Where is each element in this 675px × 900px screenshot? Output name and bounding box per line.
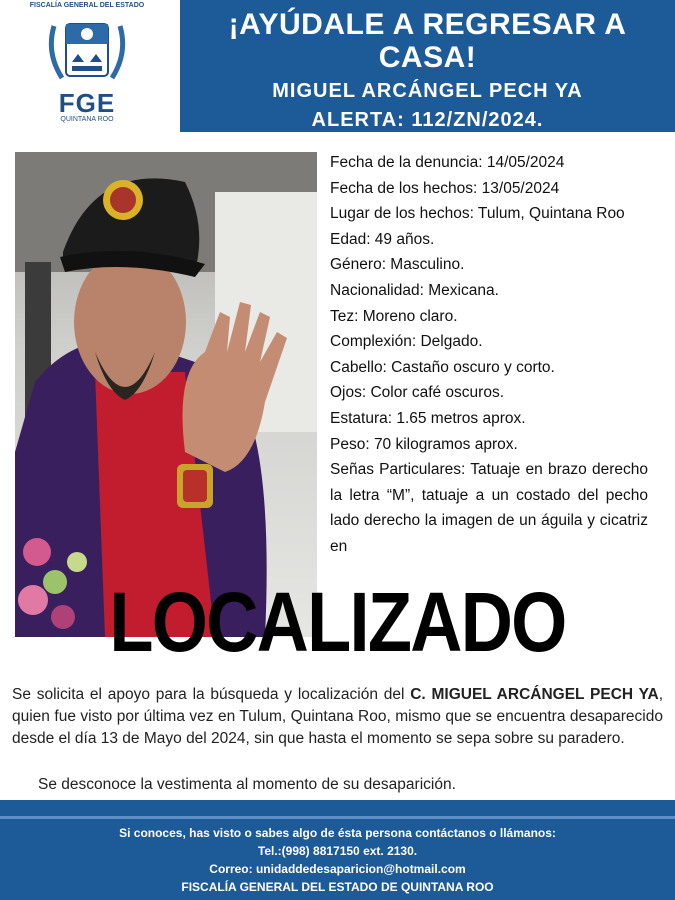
phone-number: Tel.:(998) 8817150 ext. 2130. (257, 844, 418, 858)
hair: Cabello: Castaño oscuro y corto. (330, 358, 555, 376)
header-banner (180, 0, 675, 132)
state-seal-icon (44, 18, 130, 88)
height: Estatura: 1.65 metros aprox. (330, 409, 526, 427)
desc-start: Se solicita el apoyo para la búsqueda y localización del (12, 686, 411, 703)
logo-bottom-text: QUINTANA ROO (60, 116, 114, 123)
event-date: Fecha de los hechos: 13/05/2024 (330, 179, 560, 197)
weight: Peso: 70 kilogramos aprox. (330, 435, 518, 453)
desc-person-name: C. MIGUEL ARCÁNGEL PECH YA (410, 686, 659, 703)
located-stamp: LOCALIZADO (109, 575, 566, 669)
event-place: Lugar de los hechos: Tulum, Quintana Roo (330, 205, 625, 223)
clothing-note: Se desconoce la vestimenta al momento de su desaparición. (38, 776, 456, 793)
eyes: Ojos: Color café oscuros. (330, 384, 505, 402)
report-date: Fecha de la denuncia: 14/05/2024 (330, 154, 565, 171)
logo-top-text: FISCALÍA GENERAL DEL ESTADO (29, 2, 145, 9)
search-request-paragraph (12, 684, 663, 750)
fge-abbreviation: FGE (58, 88, 116, 118)
build: Complexión: Delgado. (330, 333, 483, 351)
fge-logo (22, 0, 152, 130)
contact-prompt: Si conoces, has visto o sabes algo de ésta persona contáctanos o llámanos: (119, 826, 556, 840)
nationality: Nacionalidad: Mexicana. (330, 281, 499, 299)
gender: Género: Masculino. (330, 256, 465, 274)
person-photo (15, 152, 317, 637)
headline: ¡AYÚDALE A REGRESAR A CASA! (228, 8, 627, 74)
contact-email: Correo: unidaddedesaparicion@hotmail.com (209, 862, 466, 876)
age: Edad: 49 años. (330, 230, 435, 248)
person-name: MIGUEL ARCÁNGEL PECH YA (272, 80, 583, 102)
skin-tone: Tez: Moreno claro. (330, 307, 458, 325)
contact-footer (0, 800, 675, 900)
alert-number: ALERTA: 112/ZN/2024. (311, 109, 544, 131)
footer-agency: FISCALÍA GENERAL DEL ESTADO DE QUINTANA ROO (181, 880, 494, 894)
desc-end: , quien fue visto por última vez en Tulum, Quintana Roo, mismo que se encuentra desaparecido desde el día 13 de Mayo del 2024, sin que hasta el momento se sepa sobre su paradero. (12, 686, 664, 747)
distinguishing-marks: Señas Particulares: Tatuaje en brazo derecho la letra “M”, tatuaje a un costado del pecho lado derecho la imagen de un águila y cicatriz en (330, 461, 648, 555)
person-details (330, 150, 648, 560)
footer-stripe (0, 816, 675, 819)
